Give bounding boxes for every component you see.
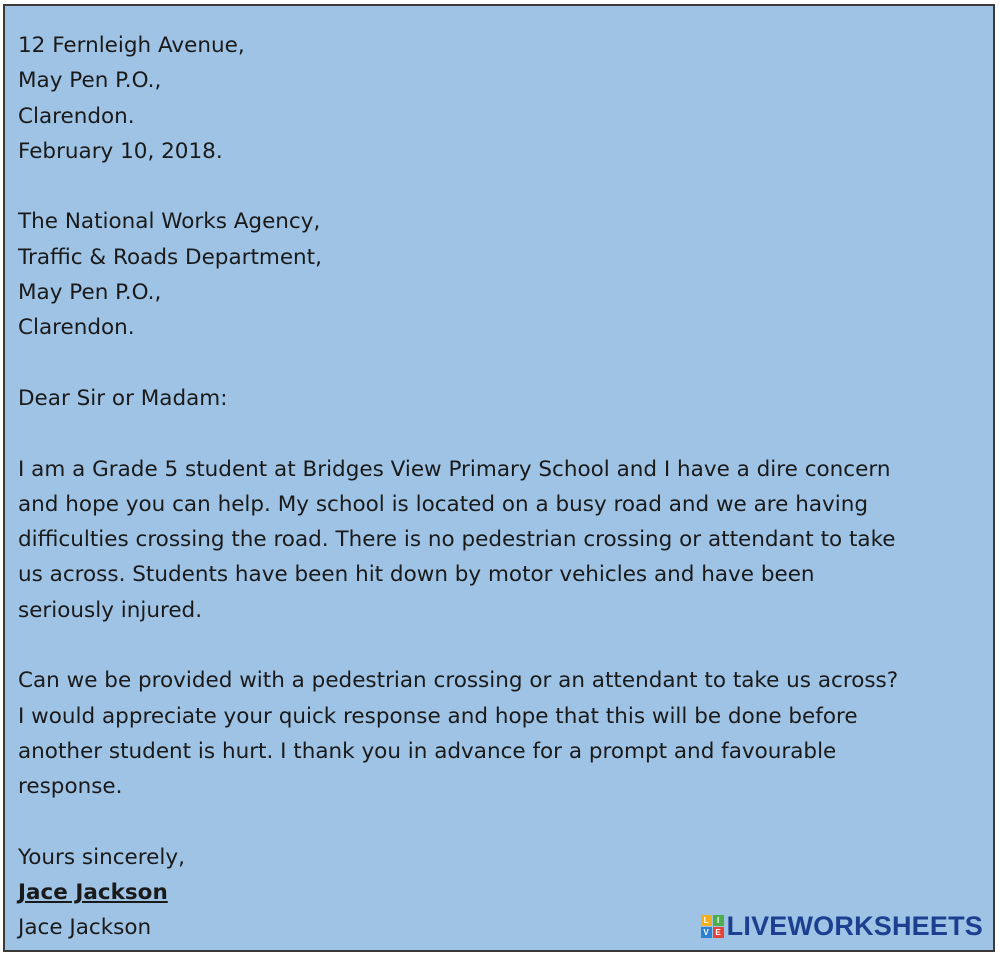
paragraph2-line: response.	[18, 774, 123, 800]
recipient-address-line: The National Works Agency,	[18, 209, 321, 235]
paragraph1-line: seriously injured.	[18, 597, 203, 623]
paragraph1-line: difficulties crossing the road. There is no pedestrian crossing or attendant to take	[18, 527, 896, 553]
paragraph1-line: and hope you can help. My school is located on a busy road and we are having	[18, 491, 868, 517]
recipient-address-line: Clarendon.	[18, 315, 135, 341]
letter-date: February 10, 2018.	[18, 138, 223, 164]
paragraph2-line: another student is hurt. I thank you in advance for a prompt and favourable	[18, 738, 837, 764]
letter-body	[18, 28, 983, 946]
paragraph2-line: I would appreciate your quick response and hope that this will be done before	[18, 703, 858, 729]
recipient-address-line: Traffic & Roads Department,	[18, 244, 322, 270]
logo-letter: I	[713, 915, 724, 926]
spacer	[18, 416, 983, 451]
sender-address-line: May Pen P.O.,	[18, 68, 162, 94]
recipient-address-line: May Pen P.O.,	[18, 280, 162, 306]
closing: Yours sincerely,	[18, 844, 185, 870]
watermark-text: LIVEWORKSHEETS	[726, 911, 983, 941]
spacer	[18, 346, 983, 381]
letter-box	[3, 4, 995, 952]
liveworksheets-watermark[interactable]	[701, 911, 983, 942]
logo-letter: L	[701, 915, 712, 926]
salutation: Dear Sir or Madam:	[18, 385, 228, 411]
logo-letter: E	[713, 927, 724, 938]
signature: Jace Jackson	[18, 880, 168, 906]
sender-address-line: 12 Fernleigh Avenue,	[18, 33, 245, 58]
logo-letter: V	[701, 927, 712, 938]
spacer	[18, 628, 983, 663]
sender-address-line: Clarendon.	[18, 103, 135, 129]
paragraph1-line: I am a Grade 5 student at Bridges View Primary School and I have a dire concern	[18, 456, 891, 482]
liveworksheets-logo-icon	[701, 915, 724, 938]
spacer	[18, 805, 983, 840]
paragraph1-line: us across. Students have been hit down by motor vehicles and have been	[18, 562, 815, 588]
paragraph2-line: Can we be provided with a pedestrian crossing or an attendant to take us across?	[18, 668, 899, 694]
spacer	[18, 169, 983, 204]
printed-name: Jace Jackson	[18, 915, 152, 941]
